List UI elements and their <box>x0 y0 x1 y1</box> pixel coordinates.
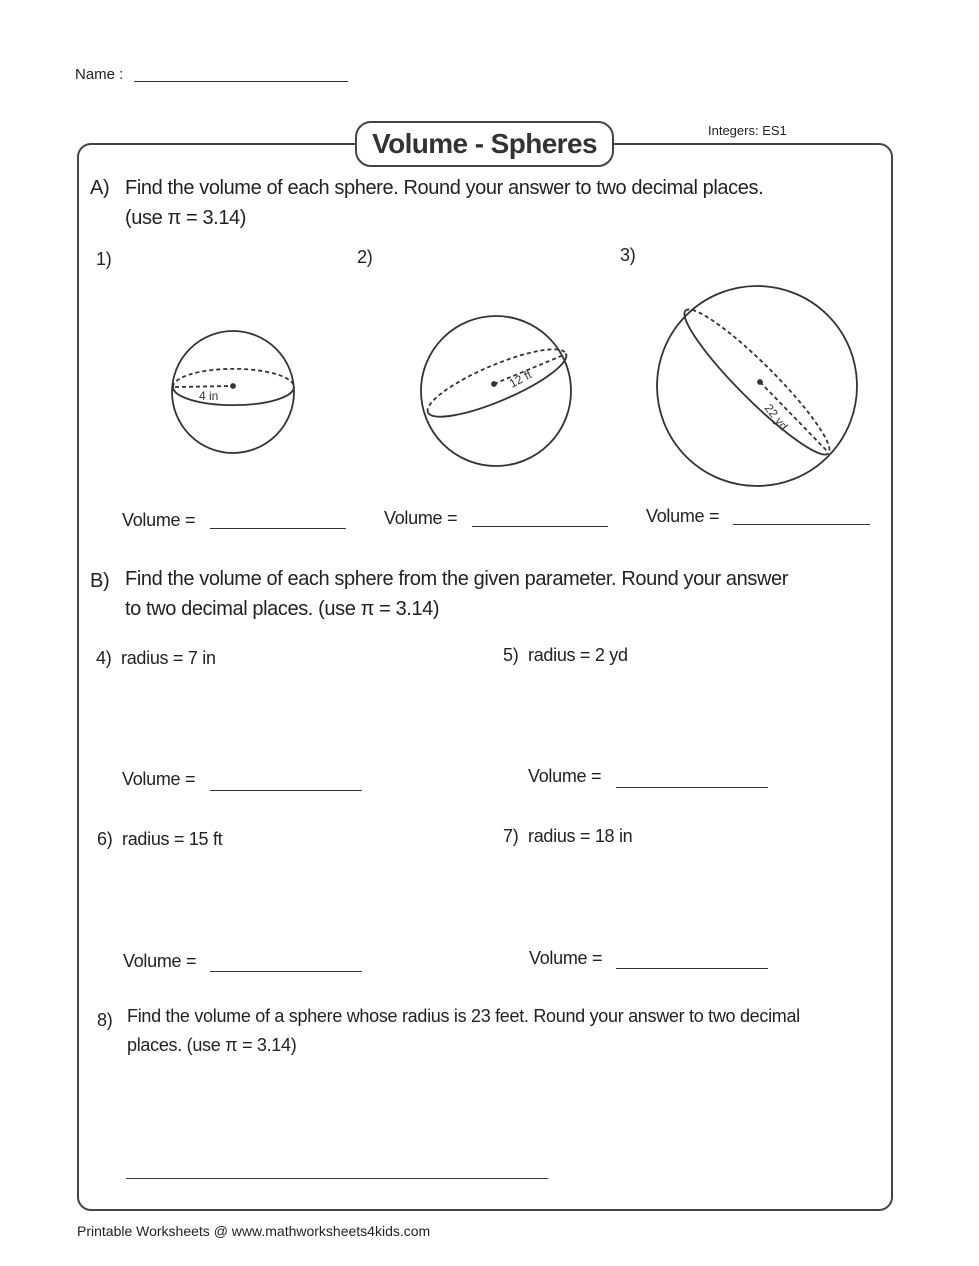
problem-7-number: 7) <box>503 826 519 846</box>
problem-8-number: 8) <box>97 1010 113 1030</box>
problem-5-text: radius = 2 yd <box>528 645 628 665</box>
name-label: Name : <box>75 66 124 83</box>
section-b-instruction-1: Find the volume of each sphere from the given parameter. Round your answer <box>125 568 788 590</box>
answer-3-label: Volume = <box>646 506 720 526</box>
problem-6-number: 6) <box>97 829 113 849</box>
problem-8-text-1: Find the volume of a sphere whose radius is 23 feet. Round your answer to two decimal <box>127 1006 800 1026</box>
section-a-letter: A) <box>90 177 110 199</box>
answer-7-label: Volume = <box>529 948 603 968</box>
section-b-instruction-2: to two decimal places. (use π = 3.14) <box>125 598 440 620</box>
sphere-1-radius-label: 4 in <box>199 389 219 403</box>
problem-3-number: 3) <box>620 245 636 265</box>
problem-4-number: 4) <box>96 648 112 668</box>
sphere-3 <box>657 286 857 486</box>
problem-1-number: 1) <box>96 249 112 269</box>
problem-4-text: radius = 7 in <box>121 648 216 668</box>
answer-7-line[interactable] <box>616 968 768 969</box>
sphere-diagrams <box>0 0 979 520</box>
answer-2-label: Volume = <box>384 508 458 528</box>
sphere-1 <box>172 331 294 453</box>
answer-6-line[interactable] <box>210 971 362 972</box>
footer-credit: Printable Worksheets @ www.mathworksheets4kids.com <box>77 1223 431 1239</box>
answer-5-label: Volume = <box>528 766 602 786</box>
answer-3-line[interactable] <box>733 524 870 525</box>
problem-5-number: 5) <box>503 645 519 665</box>
section-b-letter: B) <box>90 570 110 592</box>
answer-4-line[interactable] <box>210 790 362 791</box>
page-title: Volume - Spheres <box>355 121 614 167</box>
worksheet-code: Integers: ES1 <box>708 123 787 138</box>
sphere-2-radius-label: 12 ft <box>506 367 535 391</box>
problem-8-text-2: places. (use π = 3.14) <box>127 1035 297 1055</box>
sphere-3-radius-label: 22 yd <box>761 401 791 433</box>
answer-1-line[interactable] <box>210 528 346 529</box>
problem-7-text: radius = 18 in <box>528 826 633 846</box>
sphere-2 <box>421 316 573 466</box>
answer-2-line[interactable] <box>472 526 608 527</box>
answer-5-line[interactable] <box>616 787 768 788</box>
answer-8-line[interactable] <box>126 1178 548 1179</box>
section-a-instruction-1: Find the volume of each sphere. Round your answer to two decimal places. <box>125 177 764 199</box>
problem-2-number: 2) <box>357 247 373 267</box>
answer-4-label: Volume = <box>122 769 196 789</box>
section-a-instruction-2: (use π = 3.14) <box>125 207 247 229</box>
answer-6-label: Volume = <box>123 951 197 971</box>
problem-6-text: radius = 15 ft <box>122 829 223 849</box>
answer-1-label: Volume = <box>122 510 196 530</box>
